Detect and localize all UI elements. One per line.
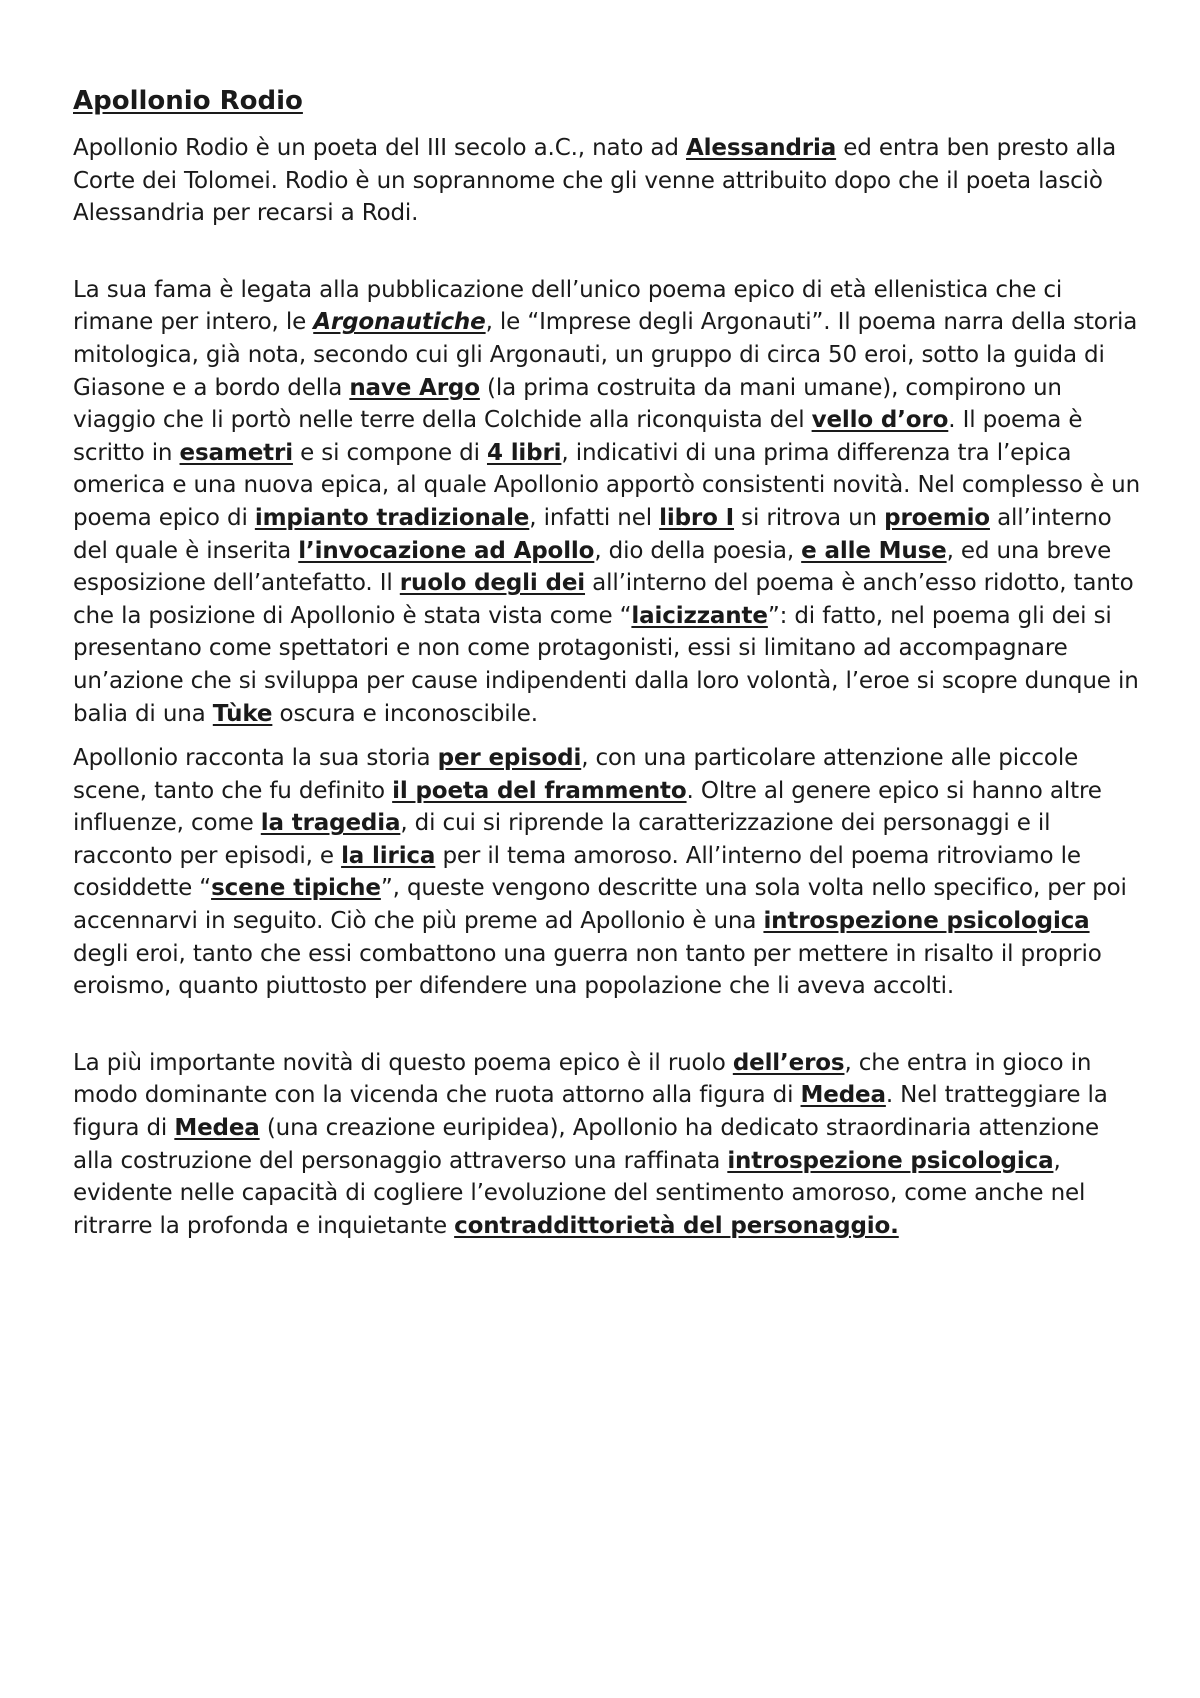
keyword-per-episodi: per episodi (437, 745, 582, 772)
text-run: (una creazione euripidea), Apollonio ha dedicato straordinaria attenzione alla costruzione del personaggio attraverso una raffinata (73, 1115, 1099, 1174)
keyword-tuke: Tùke (212, 700, 273, 727)
keyword-contraddittorieta: contraddittorietà del personaggio. (454, 1212, 899, 1239)
paragraph-spacer (73, 730, 1143, 742)
text-run: , le “Imprese degli Argonauti”. Il poema narra della storia mitologica, già nota, secondo cui gli Argonauti, un gruppo di circa 50 eroi, sotto la guida di Giasone e a bordo della (73, 309, 1138, 401)
keyword-scene-tipiche: scene tipiche (211, 875, 381, 902)
document-page (73, 82, 1143, 1242)
text-run: si ritrova un (734, 504, 885, 531)
text-run: per il tema amoroso. All’interno del poema ritroviamo le cosiddette “ (73, 842, 1081, 902)
text-run: . Nel tratteggiare la figura di (73, 1082, 1108, 1142)
text-run: , evidente nelle capacità di cogliere l’evoluzione del sentimento amoroso, come anche nel ritrarre la profonda e inquietante (73, 1147, 1086, 1239)
keyword-vello-doro: vello d’oro (811, 407, 949, 434)
keyword-laicizzante: laicizzante (631, 602, 768, 629)
paragraph-episodi (73, 742, 1143, 1003)
text-run: , dio della poesia, (594, 537, 802, 564)
text-run: e si compone di (292, 439, 487, 466)
keyword-impianto-tradizionale: impianto tradizionale (254, 504, 530, 531)
text-run: ”: di fatto, nel poema gli dei si presentano come spettatori e non come protagonisti, essi si limitano ad accompagnare un’azione che si sviluppa per cause indipendenti dalla loro volontà, l’eroe si scopre dunque in balia di una (73, 602, 1139, 727)
text-run: degli eroi, tanto che essi combattono una guerra non tanto per mettere in risalto il proprio eroismo, quanto piuttosto per difendere una popolazione che li aveva accolti. (73, 940, 1102, 1000)
keyword-tragedia: la tragedia (260, 810, 401, 837)
text-run: Apollonio racconta la sua storia (73, 745, 438, 772)
document-title: Apollonio Rodio (73, 86, 303, 116)
paragraph-argonautiche (73, 274, 1143, 730)
keyword-eros: dell’eros (732, 1049, 845, 1076)
text-run: (la prima costruita da mani umane), compirono un viaggio che li portò nelle terre della Colchide alla riconquista del (73, 374, 1062, 434)
text-run: . Il poema è scritto in (73, 407, 1083, 466)
keyword-introspezione-psicologica: introspezione psicologica (763, 908, 1090, 935)
text-run: ”, queste vengono descritte una sola volta nello specifico, per poi accennarvi in seguito. Ciò che più preme ad Apollonio è una (73, 875, 1127, 935)
keyword-alessandria: Alessandria (685, 135, 837, 161)
keyword-esametri: esametri (179, 439, 293, 466)
text-run: all’interno del quale è inserita (73, 504, 1112, 564)
text-run: Apollonio Rodio è un poeta del III secolo a.C., nato ad (73, 135, 686, 161)
keyword-medea: Medea (174, 1115, 260, 1142)
text-run: , di cui si riprende la caratterizzazione dei personaggi e il racconto per episodi, e (73, 810, 1051, 869)
paragraph-spacer (73, 1003, 1143, 1047)
keyword-nave-argo: nave Argo (349, 374, 480, 401)
text-run: , ed una breve esposizione dell’antefatto. Il (73, 537, 1112, 597)
keyword-ruolo-dei: ruolo degli dei (399, 570, 586, 597)
keyword-muse: e alle Muse (801, 537, 947, 564)
text-run: oscura e inconoscibile. (272, 700, 538, 727)
keyword-invocazione-apollo: l’invocazione ad Apollo (298, 537, 595, 564)
text-run: La sua fama è legata alla pubblicazione dell’unico poema epico di età ellenistica che ci rimane per intero, le (73, 276, 1063, 336)
keyword-lirica: la lirica (341, 842, 436, 869)
keyword-proemio: proemio (884, 504, 990, 531)
paragraph-eros (73, 1047, 1143, 1243)
keyword-argonautiche: Argonautiche (313, 309, 486, 336)
keyword-poeta-frammento: il poeta del frammento (392, 777, 687, 804)
text-run: , con una particolare attenzione alle piccole scene, tanto che fu definito (73, 745, 1079, 804)
keyword-introspezione-psicologica: introspezione psicologica (727, 1147, 1054, 1174)
text-run: , infatti nel (529, 504, 660, 531)
paragraph-spacer (73, 230, 1143, 274)
text-run: . Oltre al genere epico si hanno altre influenze, come (73, 777, 1102, 837)
text-run: all’interno del poema è anch’esso ridotto, tanto che la posizione di Apollonio è stata vista come “ (73, 570, 1134, 629)
text-run: La più importante novità di questo poema epico è il ruolo (73, 1049, 733, 1076)
text-run: , indicativi di una prima differenza tra l’epica omerica e una nuova epica, al quale Apollonio apportò consistenti novità. Nel complesso è un poema epico di (73, 439, 1141, 531)
keyword-libro-i: libro I (659, 504, 735, 531)
keyword-medea: Medea (800, 1082, 886, 1109)
keyword-4-libri: 4 libri (486, 439, 562, 466)
text-run: ed entra ben presto alla Corte dei Tolomei. Rodio è un soprannome che gli venne attribuito dopo che il poeta lasciò Alessandria per recarsi a Rodi. (73, 135, 1117, 227)
text-run: , che entra in gioco in modo dominante con la vicenda che ruota attorno alla figura di (73, 1049, 1092, 1109)
paragraph-intro (73, 132, 1143, 230)
